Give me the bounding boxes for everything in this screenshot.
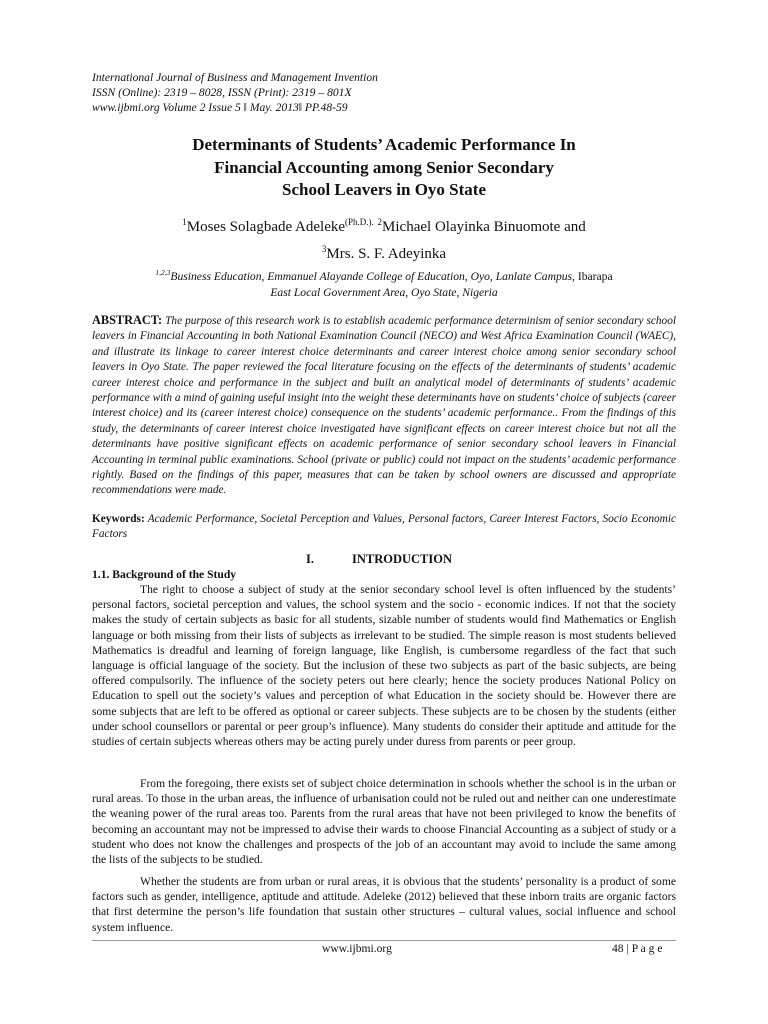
- author-2-name: Michael Olayinka Binuomote and: [382, 219, 586, 235]
- journal-name: International Journal of Business and Management Invention: [92, 71, 378, 84]
- author-3-name: Mrs. S. F. Adeyinka: [326, 246, 447, 262]
- abstract-label: ABSTRACT:: [92, 313, 163, 327]
- affiliation-marker: 1,2,3: [155, 268, 171, 277]
- journal-issn: ISSN (Online): 2319 – 8028, ISSN (Print): 2319 – 801X: [92, 86, 352, 99]
- author-1-degree: (Ph.D.).: [345, 217, 374, 227]
- affiliation-location: Ibarapa: [574, 269, 613, 283]
- paragraph-text: From the foregoing, there exists set of subject choice determination in schools whether the school is in the urban or rural areas. To those in the urban areas, the influence of urbanisation could not be ruled out and neither can one underestimate the weaning power of the rural areas too. Parents from the rural areas that have not been privileged to know the benefits of becoming an accountant may not be impressed to advise their wards to choose Financial Accounting as a subject of study or a student who does not know the challenges and prospects of the job of an accountant may avoid to include the same among the lists of the subjects to be studied.: [92, 777, 676, 867]
- subsection-heading: 1.1. Background of the Study: [92, 568, 237, 581]
- title-line-2: Financial Accounting among Senior Secondary: [214, 157, 554, 177]
- affiliation: [92, 265, 676, 301]
- footer-url: www.ijbmi.org: [322, 942, 392, 955]
- section-title: INTRODUCTION: [352, 552, 453, 566]
- abstract: [92, 313, 676, 499]
- title-line-3: School Leavers in Oyo State: [282, 180, 486, 199]
- title-line-1: Determinants of Students’ Academic Performance In: [192, 135, 576, 154]
- journal-volume: www.ijbmi.org Volume 2 Issue 5 ǁ May. 2013ǁ PP.48-59: [92, 101, 348, 114]
- author-1-name: Moses Solagbade Adeleke: [186, 219, 346, 235]
- footer-divider: [92, 940, 676, 941]
- affiliation-institution: Business Education, Emmanuel Alayande College of Education, Oyo, Lanlate Campus,: [170, 269, 575, 283]
- author-3-marker: 3: [321, 244, 327, 254]
- body-paragraph-3: [92, 874, 676, 935]
- author-2-marker: 2: [377, 217, 383, 227]
- body-paragraph-2: [92, 776, 676, 867]
- section-number: I.: [306, 552, 314, 566]
- paragraph-text: The right to choose a subject of study at the senior secondary school level is often influenced by the students’ personal factors, societal perception and values, the school system and the socio - economic indices. If not that the society makes the study of certain subjects as basic for all students, sizable number of students would find Mathematics or English language or both missing from their lists of subjects as irrelevant to be studied. The simple reason is most students believed Mathematics is dreadful and learning of foreign language, like English, is cumbersome regardless of the fact that such language is official language of the society. But the inclusion of these two subjects as part of the basic subjects, are being offered compulsorily. The influence of the society peters out here clearly; hence the society produces National Policy on Education to spell out the society’s values and perception of what Education in the society should be. However there are some subjects that are left to be offered as optional or career subjects. These subjects are to be chosen by the students (either under school counsellors or parental or peer group’s influence). Many students do consider their aptitude and attitude for the studies of certain subjects whereas others may be acting purely under duress from parents or peer group.: [92, 583, 676, 749]
- footer-page-number: 48 | P a g e: [612, 942, 663, 955]
- body-paragraph-1: [92, 582, 676, 749]
- author-list: [80, 211, 688, 265]
- journal-header: [92, 70, 378, 115]
- author-1-marker: 1: [182, 217, 187, 227]
- abstract-text: The purpose of this research work is to establish academic performance determinism of senior secondary school leavers in Financial Accounting in both National Examination Council (NECO) and West Africa Examination Council (WAEC), and illustrate its linkage to career interest choice determinants and career interest choice among senior secondary school leavers in Oyo State. The paper reviewed the focal literature focusing on the effects of the determinants of students’ academic career interest choice and performance in the subject and built an analytical model of determinants of students’ academic performance with a mind of gaining useful insight into the weight these determinants have on students’ choice of subjects (career interest choice) and its (career interest choice) consequence on the students’ academic performance.. From the findings of this study, the determinants of career interest choice investigated have significant effects on career interest choice but not all the determinants have positive significant effects on academic performance of senior secondary school leavers in Financial Accounting in terminal public examinations. School (private or public) could not impact on the students’ academic performance rightly. Based on the findings of this paper, measures that can be taken by school owners are discussed and appropriate recommendations were made.: [92, 315, 676, 497]
- paragraph-text: Whether the students are from urban or rural areas, it is obvious that the students’ personality is a product of some factors such as gender, intelligence, aptitude and attitude. Adeleke (2012) believed that these inborn traits are organic factors that first determine the person’s life foundation that sustain other structures – cultural values, social influence and school system influence.: [92, 875, 676, 934]
- keywords-text: Academic Performance, Societal Perception and Values, Personal factors, Career Interest Factors, Socio Economic Factors: [92, 513, 676, 541]
- keywords: [92, 512, 676, 543]
- paper-title: [80, 134, 688, 202]
- keywords-label: Keywords:: [92, 513, 145, 525]
- affiliation-line-2: East Local Government Area, Oyo State, Nigeria: [270, 285, 498, 299]
